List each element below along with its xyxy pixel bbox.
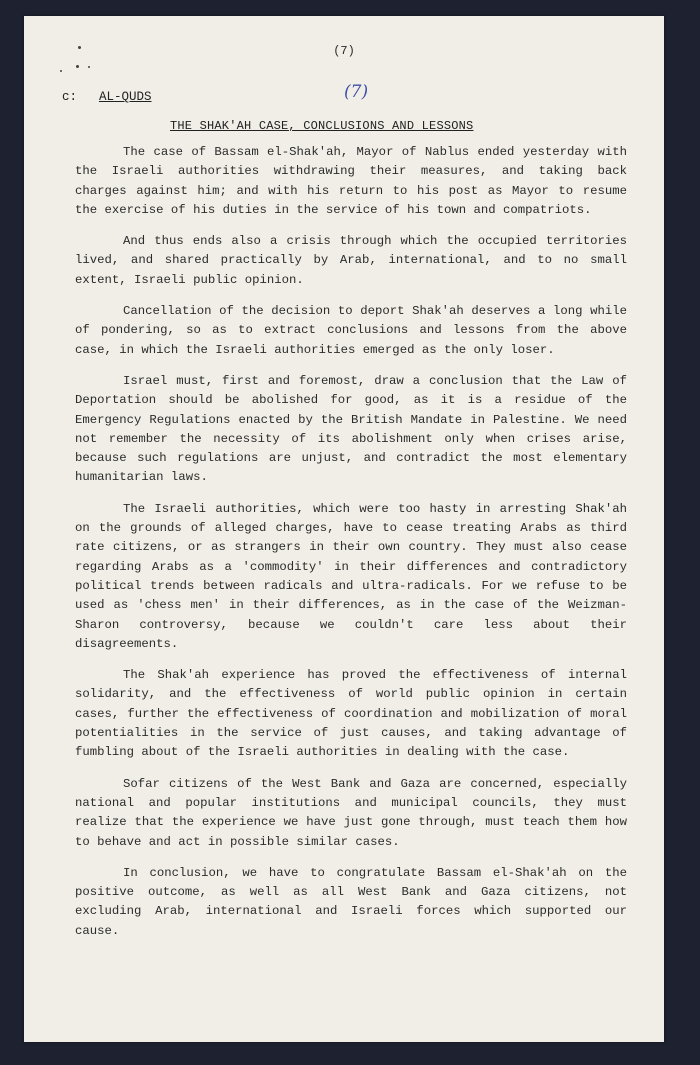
paragraph: Cancellation of the decision to deport Shak'ah deserves a long while of pondering, so as to extract conclusions and lessons from the above case, in which the Israeli authorities emerged as the only loser.: [75, 304, 627, 357]
paragraph: The case of Bassam el-Shak'ah, Mayor of Nablus ended yesterday with the Israeli authorities withdrawing their measures, and taking back charges against him; and with his return to his post as Mayor to resume the exercise of his duties in the service of his town and compatriots.: [75, 145, 627, 217]
article-title: THE SHAK'AH CASE, CONCLUSIONS AND LESSONS: [170, 119, 474, 133]
page-number: (7): [333, 44, 355, 58]
paragraph: Israel must, first and foremost, draw a conclusion that the Law of Deportation should be abolished for good, as it is a residue of the Emergency Regulations enacted by the British Mandate in Palestine. We need not remember the necessity of its abolishment only when crises arise, because such regulations are unjust, and contradict the most elementary humanitarian laws.: [75, 373, 627, 485]
punch-mark: [76, 65, 79, 68]
article-body: [75, 143, 627, 953]
handwritten-page-number: (7): [344, 82, 369, 102]
paragraph: The Shak'ah experience has proved the effectiveness of internal solidarity, and the effectiveness of world public opinion in certain cases, further the effectiveness of coordination and mobilization of moral potentialities in the service of just causes, and taking advantage of fumbling about of the Israeli authorities in dealing with the case.: [75, 668, 627, 760]
paragraph: And thus ends also a crisis through which the occupied territories lived, and shared practically by Arab, international, and to no small extent, Israeli public opinion.: [75, 234, 627, 287]
punch-mark: [88, 66, 90, 68]
paragraph: The Israeli authorities, which were too hasty in arresting Shak'ah on the grounds of alleged charges, have to cease treating Arabs as third rate citizens, or as strangers in their own country. They must also cease regarding Arabs as a 'commodity' in their differences and contradictory political trends between radicals and ultra-radicals. For we refuse to be used as 'chess men' in their differences, as in the case of the Weizman-Sharon controversy, because we couldn't care less about their disagreements.: [75, 501, 627, 651]
punch-mark: [60, 70, 62, 72]
source-label: c:: [62, 90, 78, 104]
paragraph: Sofar citizens of the West Bank and Gaza are concerned, especially national and popular institutions and municipal councils, they must realize that the experience we have just gone through, must teach them how to behave and act in possible similar cases.: [75, 776, 627, 849]
document-page: [24, 16, 664, 1042]
source-name: AL-QUDS: [99, 90, 152, 104]
source-line: [62, 90, 152, 104]
paragraph: In conclusion, we have to congratulate Bassam el-Shak'ah on the positive outcome, as well as all West Bank and Gaza citizens, not excluding Arab, international and Israeli forces which supported our cause.: [75, 865, 627, 938]
